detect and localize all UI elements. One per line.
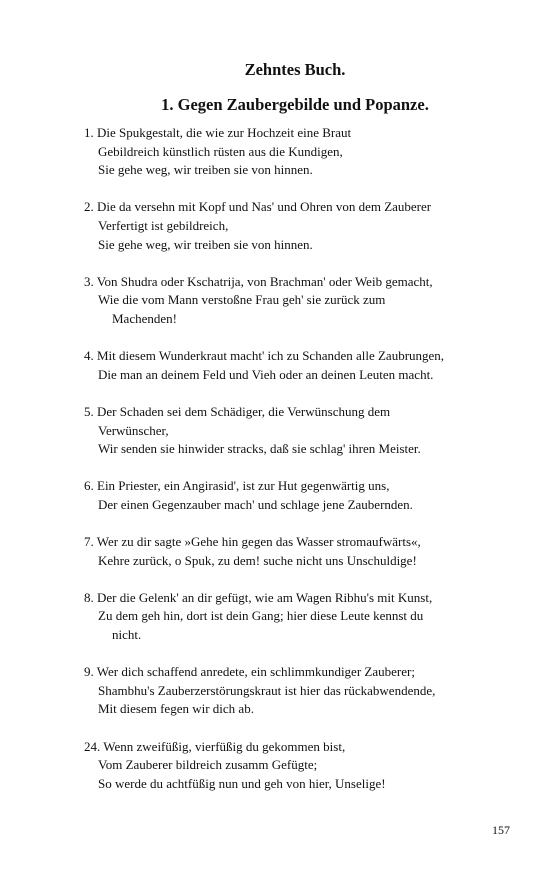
stanza-gap: [84, 180, 524, 199]
stanza-9: [84, 663, 524, 719]
verse-line: 24. Wenn zweifüßig, vierfüßig du gekommen bist,: [84, 738, 346, 754]
stanza-6: [84, 477, 524, 514]
stanza-1: [84, 124, 524, 180]
verse-line: Wir senden sie hinwider stracks, daß sie schlag' ihren Meister.: [98, 441, 421, 457]
verse-line: Zu dem geh hin, dort ist dein Gang; hier diese Leute kennst du: [98, 608, 424, 624]
stanza-gap: [84, 459, 524, 478]
section-title: 1. Gegen Zaubergebilde und Popanze.: [161, 95, 429, 114]
verse-line: Verfertigt ist gebildreich,: [98, 217, 229, 233]
verse-line: 1. Die Spukgestalt, die wie zur Hochzeit eine Braut: [84, 125, 352, 140]
verse-line: Mit diesem fegen wir dich ab.: [98, 701, 254, 717]
verse-line: Der einen Gegenzauber mach' und schlage jene Zaubernden.: [98, 496, 413, 512]
verse-line: 9. Wer dich schaffend anredete, ein schlimmkundiger Zauberer;: [84, 664, 415, 680]
stanza-4: [84, 347, 524, 384]
verse-line: 5. Der Schaden sei dem Schädiger, die Verwünschung dem: [84, 403, 391, 419]
verse-line: Gebildreich künstlich rüsten aus die Kundigen,: [98, 143, 343, 159]
verse-line: Sie gehe weg, wir treiben sie von hinnen.: [98, 162, 313, 178]
stanza-gap: [84, 254, 524, 273]
verse-line: Verwünscher,: [98, 422, 169, 438]
verse-line: Kehre zurück, o Spuk, zu dem! suche nicht uns Unschuldige!: [98, 552, 417, 568]
stanza-2: [84, 198, 524, 254]
stanza-3: [84, 273, 524, 329]
stanza-gap: [84, 570, 524, 589]
verse-line: Machenden!: [112, 310, 177, 326]
page-number: 157: [492, 823, 510, 837]
stanza-gap: [84, 329, 524, 348]
verse-line: 7. Wer zu dir sagte »Gehe hin gegen das Wasser stromaufwärts«,: [84, 534, 421, 550]
verse-line: Vom Zauberer bildreich zusamm Gefügte;: [98, 757, 318, 773]
book-title: Zehntes Buch.: [244, 60, 346, 79]
verse-line: 4. Mit diesem Wunderkraut macht' ich zu Schanden alle Zaubrungen,: [84, 348, 445, 364]
verse-line: 3. Von Shudra oder Kschatrija, von Brachman' oder Weib gemacht,: [84, 273, 433, 289]
verse-line: 8. Der die Gelenk' an dir gefügt, wie am Wagen Ribhu's mit Kunst,: [84, 589, 433, 605]
verse-line: nicht.: [112, 627, 142, 643]
verse-line: So werde du achtfüßig nun und geh von hier, Unselige!: [98, 775, 386, 791]
stanza-gap: [84, 719, 524, 738]
verse-list: [84, 124, 524, 793]
stanza-gap: [84, 384, 524, 403]
verse-line: Sie gehe weg, wir treiben sie von hinnen.: [98, 236, 313, 252]
stanza-7: [84, 533, 524, 570]
verse-line: 2. Die da versehn mit Kopf und Nas' und Ohren von dem Zauberer: [84, 199, 432, 215]
stanza-24: [84, 738, 524, 794]
stanza-gap: [84, 645, 524, 664]
verse-line: 6. Ein Priester, ein Angirasid', ist zur Hut gegenwärtig uns,: [84, 478, 390, 494]
stanza-gap: [84, 514, 524, 533]
verse-line: Shambhu's Zauberzerstörungskraut ist hier das rückabwendende,: [98, 682, 436, 698]
stanza-5: [84, 403, 524, 459]
stanza-8: [84, 589, 524, 645]
verse-line: Wie die vom Mann verstoßne Frau geh' sie zurück zum: [98, 292, 386, 308]
verse-line: Die man an deinem Feld und Vieh oder an deinen Leuten macht.: [98, 366, 434, 382]
